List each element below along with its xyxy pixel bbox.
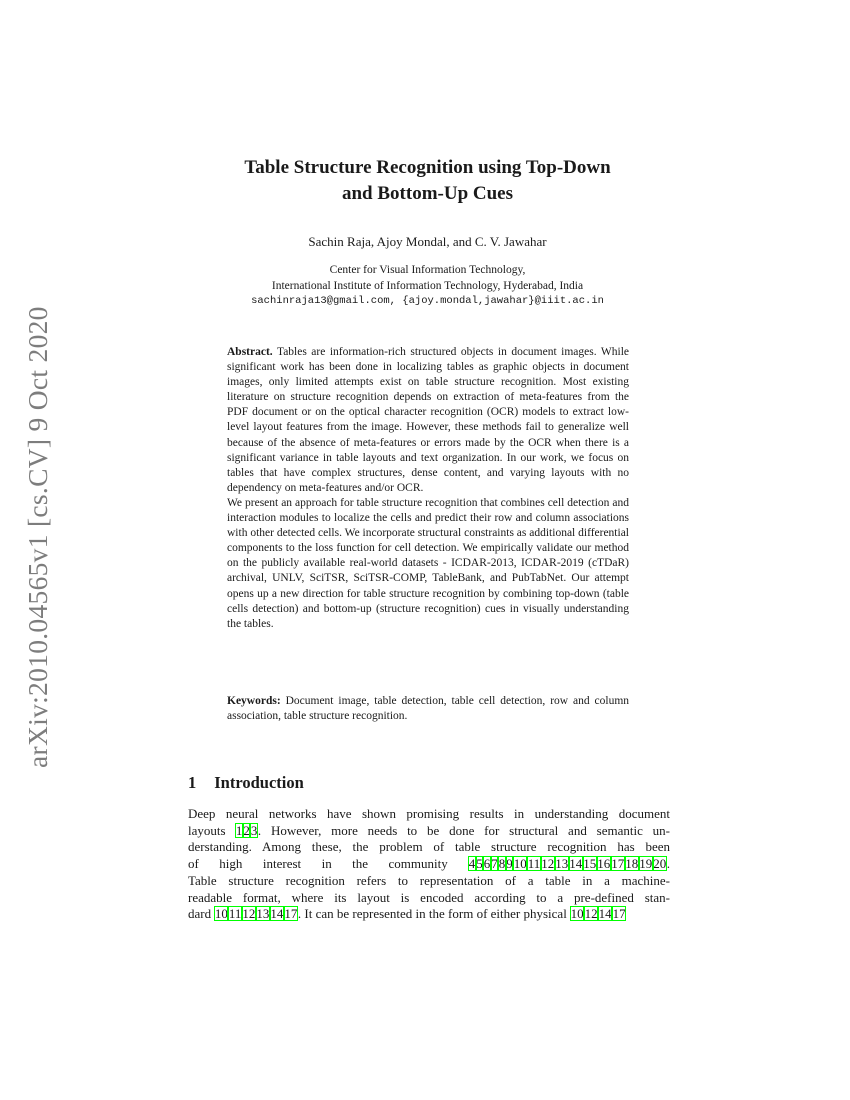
citation-link[interactable]: 14 [270,906,284,922]
citation-link[interactable]: 13 [555,856,569,872]
keywords [227,694,629,724]
citation-link[interactable]: 4 [468,856,476,872]
citation-link[interactable]: 2 [243,822,250,838]
arxiv-identifier[interactable]: arXiv:2010.04565v1 [cs.CV] 9 Oct 2020 [22,306,53,768]
author-list: Sachin Raja, Ajoy Mondal, and C. V. Jawahar [308,234,547,249]
intro-line: Table structure recognition refers to representation of a table in a machine- [188,872,670,888]
section-number: 1 [188,773,197,792]
abstract-label: Abstract. [227,346,273,358]
author-emails: sachinraja13@gmail.com, {ajoy.mondal,jawahar}@iiit.ac.in [251,295,604,307]
affiliation-line-1: Center for Visual Information Technology, [329,264,526,276]
citation-link[interactable]: 11 [228,906,242,922]
citation-link[interactable]: 11 [527,856,541,872]
citation-link[interactable]: 20 [653,856,667,872]
abstract-paragraph-1 [227,345,629,496]
keywords-text: Document image, table detection, table cell detection, row and column association, table structure recognition. [227,695,630,723]
citation-link[interactable]: 10 [570,906,584,922]
citation-link[interactable]: 15 [583,856,597,872]
abstract-paragraph-2: We present an approach for table structure recognition that combines cell detection and interaction modules to localize the cells and predict their row and column associations with other detected cells. We incorporate structural constraints as additional differential components to the loss function for cell detection. We empirically validate our method on the publicly available real-world datasets - ICDAR-2013, ICDAR-2019 (cTDaR) archival, UNLV, SciTSR, SciTSR-COMP, TableBank, and PubTabNet. Our attempt opens up a new direction for table structure recognition by combining top-down (table cells detection) and bottom-up (structure recognition) cues in visually understanding the tables. [227,496,629,630]
arxiv-stamp [18,298,58,768]
citation-link[interactable]: 17 [284,906,298,922]
keywords-label: Keywords: [227,695,281,707]
citation-link[interactable]: 12 [584,906,598,922]
citation-link[interactable]: 10 [214,906,228,922]
citation-link[interactable]: 14 [598,906,612,922]
section-title: Introduction [214,773,304,792]
citation-link[interactable]: 6 [483,856,491,872]
abstract [227,345,629,632]
intro-line: Deep neural networks have shown promising results in understanding document [188,806,670,821]
citation-link[interactable]: 12 [242,906,256,922]
citation-link[interactable]: 10 [513,856,527,872]
title-line-1: Table Structure Recognition using Top-Down [244,157,611,178]
intro-line: of high interest in the community 4567891011121314151617181920. [188,856,670,872]
citation-link[interactable]: 13 [256,906,270,922]
intro-line: derstanding. Among these, the problem of table structure recognition has been [188,839,670,855]
affiliation-block [150,263,705,310]
abstract-text-1: Tables are information-rich structured objects in document images. While significant work has been done in localizing tables as graphic objects in document images, only limited attempts exist on table structure recognition. Most existing literature on structure recognition depends on extraction of meta-features from the PDF document or on the optical character recognition (OCR) models to extract low-level layout features from the image. However, these methods fail to generalize well because of the absence of meta-features or errors made by the OCR when there is a significant variance in table layouts and text organization. In our work, we focus on tables that have complex structures, dense content, and varying layouts with no dependency on meta-features and/or OCR. [227,346,629,494]
affiliation-line-2: International Institute of Information Technology, Hyderabad, India [271,279,584,292]
citation-link[interactable]: 5 [476,856,483,872]
citation-link[interactable]: 17 [611,856,625,872]
intro-line: readable format, where its layout is encoded according to a pre-defined stan- [188,889,670,905]
introduction-body [188,806,670,923]
citation-link[interactable]: 1 [235,822,243,838]
citation-link[interactable]: 9 [506,856,513,872]
citation-link[interactable]: 17 [612,906,626,922]
intro-line: dard 101112131417. It can be represented in the form of either physical 10121417 [188,906,626,922]
citation-link[interactable]: 12 [541,856,555,872]
citation-link[interactable]: 16 [597,856,611,872]
section-heading [188,772,304,794]
citation-link[interactable]: 14 [569,856,583,872]
citation-link[interactable]: 7 [491,856,498,872]
intro-line: layouts 123. However, more needs to be done for structural and semantic un- [188,822,670,838]
citation-link[interactable]: 19 [639,856,653,872]
citation-link[interactable]: 18 [625,856,639,872]
citation-link[interactable]: 3 [250,822,258,838]
paper-title [150,155,705,207]
title-line-2: and Bottom-Up Cues [341,183,514,204]
citation-link[interactable]: 8 [498,856,506,872]
